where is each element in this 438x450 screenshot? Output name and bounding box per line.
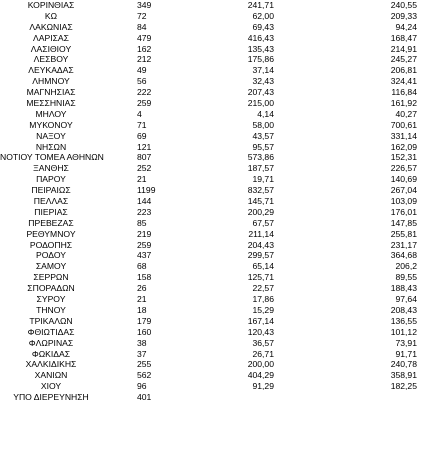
table-row bbox=[0, 87, 438, 98]
rate-value-2: 94,24 bbox=[395, 21, 417, 32]
case-count: 71 bbox=[137, 119, 147, 130]
region-name: ΦΛΩΡΙΝΑΣ bbox=[28, 337, 74, 348]
case-count: 401 bbox=[137, 392, 152, 403]
case-count: 21 bbox=[137, 294, 147, 305]
region-name: ΤΡΙΚΑΛΩΝ bbox=[29, 315, 73, 326]
rate-value-1: 32,43 bbox=[252, 76, 274, 87]
rate-value-2: 40,27 bbox=[395, 108, 417, 119]
table-row bbox=[0, 305, 438, 316]
table-row bbox=[0, 98, 438, 109]
rate-value-2: 188,43 bbox=[390, 283, 417, 294]
case-count: 84 bbox=[137, 21, 147, 32]
region-name: ΛΑΣΙΘΙΟΥ bbox=[30, 43, 72, 54]
table-row bbox=[0, 370, 438, 381]
region-name: ΠΕΙΡΑΙΩΣ bbox=[31, 185, 71, 196]
rate-value-1: 241,71 bbox=[247, 0, 274, 10]
rate-value-1: 200,29 bbox=[247, 206, 274, 217]
case-count: 21 bbox=[137, 174, 147, 185]
region-name: ΡΕΘΥΜΝΟΥ bbox=[26, 228, 76, 239]
rate-value-2: 136,55 bbox=[390, 315, 417, 326]
rate-value-2: 324,41 bbox=[390, 76, 417, 87]
table-row bbox=[0, 22, 438, 33]
case-count: 1199 bbox=[137, 185, 156, 196]
rate-value-1: 37,14 bbox=[252, 65, 274, 76]
rate-value-1: 211,14 bbox=[248, 228, 274, 239]
rate-value-1: 65,14 bbox=[252, 261, 274, 272]
region-name: ΤΗΝΟΥ bbox=[36, 304, 66, 315]
rate-value-2: 91,71 bbox=[395, 348, 417, 359]
rate-value-2: 700,61 bbox=[390, 119, 417, 130]
rate-value-1: 67,57 bbox=[252, 217, 274, 228]
table-row bbox=[0, 174, 438, 185]
table-row bbox=[0, 54, 438, 65]
rate-value-1: 26,71 bbox=[252, 348, 274, 359]
case-count: 69 bbox=[137, 130, 147, 141]
rate-value-1: 15,29 bbox=[252, 304, 274, 315]
table-row bbox=[0, 44, 438, 55]
rate-value-1: 404,29 bbox=[247, 370, 274, 381]
rate-value-2: 331,14 bbox=[390, 130, 417, 141]
region-name: ΡΟΔΟΠΗΣ bbox=[29, 239, 73, 250]
region-name: ΚΩ bbox=[44, 10, 58, 21]
rate-value-2: 116,84 bbox=[391, 87, 417, 98]
case-count: 72 bbox=[137, 10, 147, 21]
region-name: ΣΠΟΡΑΔΩΝ bbox=[27, 283, 75, 294]
region-name: ΛΑΡΙΣΑΣ bbox=[33, 32, 69, 43]
rate-value-1: 22,57 bbox=[252, 283, 274, 294]
case-count: 255 bbox=[137, 359, 152, 370]
table-row bbox=[0, 120, 438, 131]
table-row bbox=[0, 185, 438, 196]
case-count: 56 bbox=[137, 76, 147, 87]
table-row bbox=[0, 65, 438, 76]
rate-value-1: 36,57 bbox=[252, 337, 274, 348]
rate-value-1: 832,57 bbox=[247, 185, 274, 196]
region-name: ΝΑΞΟΥ bbox=[36, 130, 66, 141]
region-name: ΠΙΕΡΙΑΣ bbox=[34, 206, 68, 217]
case-count: 4 bbox=[137, 108, 142, 119]
case-count: 68 bbox=[137, 261, 147, 272]
region-name: ΜΥΚΟΝΟΥ bbox=[29, 119, 73, 130]
rate-value-2: 168,47 bbox=[390, 32, 417, 43]
rate-value-2: 358,91 bbox=[390, 370, 417, 381]
rate-value-1: 215,00 bbox=[247, 98, 274, 109]
table-row bbox=[0, 283, 438, 294]
table-row bbox=[0, 392, 438, 403]
rate-value-1: 299,57 bbox=[247, 250, 274, 261]
rate-value-2: 231,17 bbox=[390, 239, 417, 250]
case-count: 222 bbox=[137, 87, 152, 98]
rate-value-1: 58,00 bbox=[252, 119, 274, 130]
rate-value-1: 62,00 bbox=[252, 10, 274, 21]
case-count: 437 bbox=[137, 250, 152, 261]
table-row bbox=[0, 261, 438, 272]
table-row bbox=[0, 0, 438, 11]
rate-value-1: 135,43 bbox=[247, 43, 274, 54]
rate-value-2: 267,04 bbox=[390, 185, 417, 196]
region-name: ΡΟΔΟΥ bbox=[36, 250, 66, 261]
rate-value-1: 95,57 bbox=[252, 141, 274, 152]
table-row bbox=[0, 142, 438, 153]
region-name: ΠΡΕΒΕΖΑΣ bbox=[28, 217, 74, 228]
region-name: ΝΟΤΙΟΥ ΤΟΜΕΑ ΑΘΗΝΩΝ bbox=[0, 152, 104, 163]
table-row bbox=[0, 250, 438, 261]
rate-value-2: 209,33 bbox=[390, 10, 417, 21]
rate-value-2: 152,31 bbox=[390, 152, 417, 163]
region-name: ΧΙΟΥ bbox=[40, 381, 62, 392]
region-name: ΦΘΙΩΤΙΔΑΣ bbox=[27, 326, 75, 337]
rate-value-1: 19,71 bbox=[252, 174, 274, 185]
case-count: 96 bbox=[137, 381, 147, 392]
rate-value-2: 255,81 bbox=[390, 228, 417, 239]
case-count: 349 bbox=[137, 0, 152, 10]
rate-value-2: 208,43 bbox=[390, 304, 417, 315]
rate-value-2: 182,25 bbox=[390, 381, 417, 392]
case-count: 259 bbox=[137, 98, 152, 109]
rate-value-2: 103,09 bbox=[390, 196, 417, 207]
table-row bbox=[0, 196, 438, 207]
region-name: ΠΕΛΛΑΣ bbox=[33, 196, 69, 207]
rate-value-2: 240,78 bbox=[390, 359, 417, 370]
rate-value-2: 214,91 bbox=[390, 43, 417, 54]
case-count: 158 bbox=[137, 272, 152, 283]
rate-value-2: 97,64 bbox=[395, 294, 417, 305]
rate-value-2: 89,55 bbox=[395, 272, 417, 283]
rate-value-2: 226,57 bbox=[390, 163, 417, 174]
rate-value-2: 240,55 bbox=[390, 0, 417, 10]
table-row bbox=[0, 109, 438, 120]
rate-value-1: 4,14 bbox=[257, 108, 274, 119]
rate-value-2: 140,69 bbox=[390, 174, 417, 185]
rate-value-2: 101,12 bbox=[390, 326, 417, 337]
rate-value-1: 200,00 bbox=[247, 359, 274, 370]
region-name: ΠΑΡΟΥ bbox=[36, 174, 66, 185]
case-count: 259 bbox=[137, 239, 152, 250]
case-count: 807 bbox=[137, 152, 152, 163]
case-count: 144 bbox=[137, 196, 152, 207]
region-name: ΣΥΡΟΥ bbox=[36, 294, 66, 305]
table-row bbox=[0, 316, 438, 327]
region-name: ΛΗΜΝΟΥ bbox=[32, 76, 70, 87]
case-count: 223 bbox=[137, 206, 152, 217]
case-count: 479 bbox=[137, 32, 152, 43]
table-row bbox=[0, 131, 438, 142]
region-name: ΛΕΥΚΑΔΑΣ bbox=[28, 65, 74, 76]
case-count: 212 bbox=[137, 54, 152, 65]
rate-value-1: 125,71 bbox=[247, 272, 274, 283]
rate-value-1: 145,71 bbox=[247, 196, 274, 207]
region-name: ΣΕΡΡΩΝ bbox=[33, 272, 69, 283]
table-row bbox=[0, 76, 438, 87]
region-name: ΜΕΣΣΗΝΙΑΣ bbox=[26, 98, 76, 109]
region-name: ΜΑΓΝΗΣΙΑΣ bbox=[26, 87, 76, 98]
rate-value-1: 187,57 bbox=[247, 163, 274, 174]
table-row bbox=[0, 349, 438, 360]
region-name: ΧΑΝΙΩΝ bbox=[34, 370, 68, 381]
table-row bbox=[0, 11, 438, 22]
rate-value-2: 245,27 bbox=[390, 54, 417, 65]
table-row bbox=[0, 240, 438, 251]
case-count: 252 bbox=[137, 163, 152, 174]
region-name: ΥΠΟ ΔΙΕΡΕΥΝΗΣΗ bbox=[13, 392, 89, 403]
rate-value-1: 416,43 bbox=[247, 32, 274, 43]
rate-value-2: 161,92 bbox=[390, 98, 417, 109]
region-name: ΣΑΜΟΥ bbox=[35, 261, 67, 272]
table-row bbox=[0, 152, 438, 163]
rate-value-1: 573,86 bbox=[247, 152, 274, 163]
rate-value-2: 206,81 bbox=[390, 65, 417, 76]
table-row bbox=[0, 229, 438, 240]
case-count: 121 bbox=[137, 141, 152, 152]
table-row bbox=[0, 294, 438, 305]
case-count: 37 bbox=[137, 348, 147, 359]
table-row bbox=[0, 218, 438, 229]
rate-value-2: 206,2 bbox=[395, 261, 417, 272]
region-name: ΛΑΚΩΝΙΑΣ bbox=[29, 21, 73, 32]
rate-value-2: 162,09 bbox=[390, 141, 417, 152]
region-name: ΞΑΝΘΗΣ bbox=[33, 163, 69, 174]
region-name: ΝΗΣΩΝ bbox=[35, 141, 67, 152]
rate-value-1: 167,14 bbox=[247, 315, 274, 326]
table-row bbox=[0, 338, 438, 349]
rate-value-1: 69,43 bbox=[252, 21, 274, 32]
case-count: 18 bbox=[137, 304, 147, 315]
region-name: ΛΕΣΒΟΥ bbox=[33, 54, 69, 65]
rate-value-2: 364,68 bbox=[390, 250, 417, 261]
table-row bbox=[0, 33, 438, 44]
case-count: 162 bbox=[137, 43, 152, 54]
region-name: ΜΗΛΟΥ bbox=[35, 108, 67, 119]
table-row bbox=[0, 163, 438, 174]
rate-value-2: 147,85 bbox=[390, 217, 417, 228]
rate-value-1: 91,29 bbox=[252, 381, 274, 392]
rate-value-1: 204,43 bbox=[247, 239, 274, 250]
case-count: 160 bbox=[137, 326, 152, 337]
region-name: ΚΟΡΙΝΘΙΑΣ bbox=[27, 0, 75, 10]
table-row bbox=[0, 327, 438, 338]
rate-value-2: 176,01 bbox=[390, 206, 417, 217]
rate-value-2: 73,91 bbox=[395, 337, 417, 348]
case-count: 562 bbox=[137, 370, 152, 381]
case-count: 85 bbox=[137, 217, 147, 228]
case-count: 38 bbox=[137, 337, 147, 348]
rate-value-1: 17,86 bbox=[252, 294, 274, 305]
case-count: 179 bbox=[137, 315, 152, 326]
rate-value-1: 207,43 bbox=[247, 87, 274, 98]
case-count: 26 bbox=[137, 283, 147, 294]
case-count: 49 bbox=[137, 65, 147, 76]
table-row bbox=[0, 272, 438, 283]
rate-value-1: 175,86 bbox=[247, 54, 274, 65]
region-name: ΦΩΚΙΔΑΣ bbox=[31, 348, 71, 359]
table-row bbox=[0, 381, 438, 392]
rate-value-1: 43,57 bbox=[252, 130, 274, 141]
region-name: ΧΑΛΚΙΔΙΚΗΣ bbox=[25, 359, 77, 370]
case-count: 219 bbox=[137, 228, 152, 239]
rate-value-1: 120,43 bbox=[247, 326, 274, 337]
table-row bbox=[0, 207, 438, 218]
table-row bbox=[0, 359, 438, 370]
